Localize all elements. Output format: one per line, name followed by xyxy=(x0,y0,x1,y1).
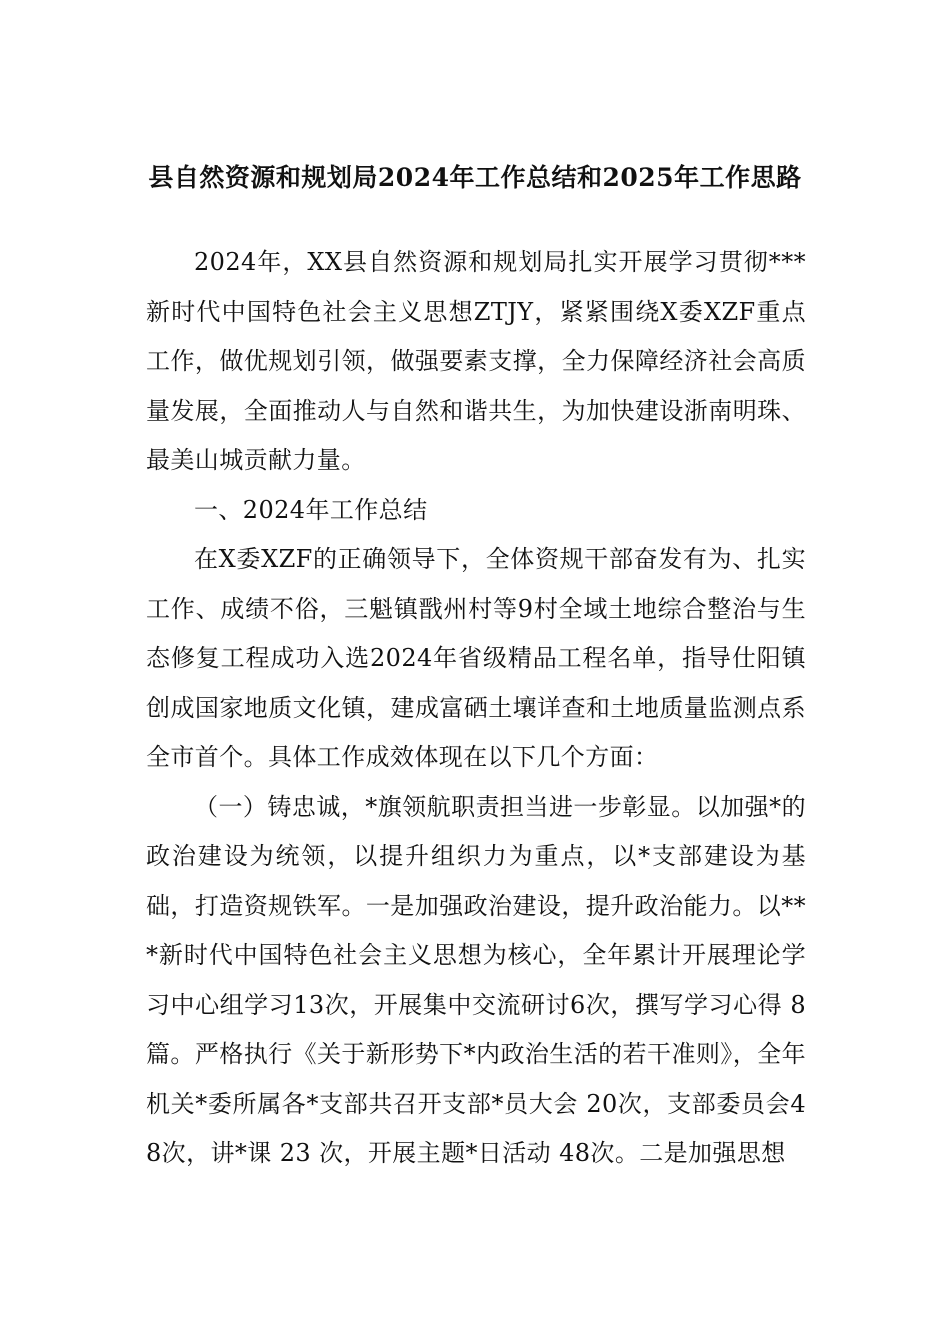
document-body xyxy=(146,238,806,1179)
summary-paragraph: 在X委XZF的正确领导下，全体资规干部奋发有为、扎实工作、成绩不俗，三魁镇戬州村等9村全域土地综合整治与生态修复工程成功入选2024年省级精品工程名单，指导仕阳镇创成国家地质文化镇，建成富硒土壤详查和土地质量监测点系全市首个。具体工作成效体现在以下几个方面： xyxy=(146,545,806,771)
intro-paragraph: 2024年，XX县自然资源和规划局扎实开展学习贯彻***新时代中国特色社会主义思想ZTJY，紧紧围绕X委XZF重点工作，做优规划引领，做强要素支撑，全力保障经济社会高质量发展，全面推动人与自然和谐共生，为加快建设浙南明珠、最美山城贡献力量。 xyxy=(146,248,806,474)
subsection-paragraph-1: （一）铸忠诚，*旗领航职责担当进一步彰显。以加强*的政治建设为统领，以提升组织力为重点，以*支部建设为基础，打造资规铁军。一是加强政治建设，提升政治能力。以***新时代中国特色社会主义思想为核心，全年累计开展理论学习中心组学习13次，开展集中交流研讨6次，撰写学习心得 8篇。严格执行《关于新形势下*内政治生活的若干准则》，全年机关*委所属各*支部共召开支部*员大会 20次，支部委员会48次，讲*课 23 次，开展主题*日活动 48次。二是加强思想 xyxy=(146,792,806,1167)
document-title: 县自然资源和规划局2024年工作总结和2025年工作思路 xyxy=(148,163,802,192)
section-heading-summary: 一、2024年工作总结 xyxy=(194,495,428,524)
